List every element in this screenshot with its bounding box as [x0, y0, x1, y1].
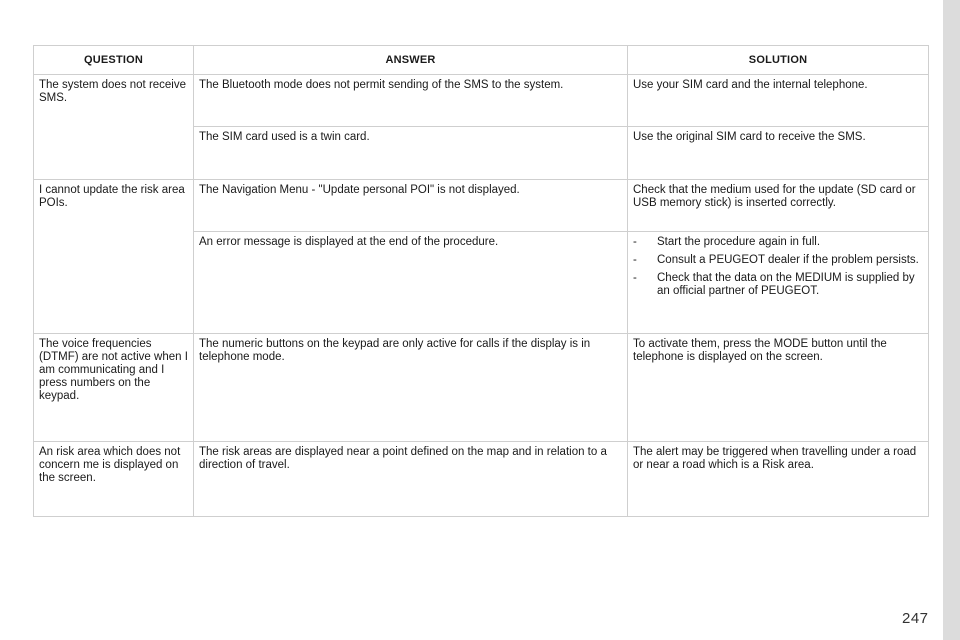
- solution-list-item: - Start the procedure again in full.: [633, 236, 923, 249]
- side-margin-strip: [943, 0, 960, 640]
- table-row: [34, 180, 929, 232]
- answer-cell: The Navigation Menu - "Update personal POI" is not displayed.: [194, 180, 628, 232]
- solution-cell: The alert may be triggered when travelling under a road or near a road which is a Risk area.: [628, 442, 929, 517]
- question-cell: The voice frequencies (DTMF) are not active when I am communicating and I press numbers on the keypad.: [34, 334, 194, 442]
- answer-cell: The risk areas are displayed near a point defined on the map and in relation to a direction of travel.: [194, 442, 628, 517]
- answer-cell: The SIM card used is a twin card.: [194, 127, 628, 180]
- table-row: [34, 442, 929, 517]
- solution-cell: [628, 232, 929, 334]
- header-solution: SOLUTION: [628, 46, 929, 75]
- solution-cell: Use your SIM card and the internal telephone.: [628, 75, 929, 127]
- header-question: QUESTION: [34, 46, 194, 75]
- table-header-row: [34, 46, 929, 75]
- question-cell: The system does not receive SMS.: [34, 75, 194, 180]
- solution-cell: Use the original SIM card to receive the SMS.: [628, 127, 929, 180]
- solution-cell: To activate them, press the MODE button until the telephone is displayed on the screen.: [628, 334, 929, 442]
- page-number: 247: [902, 610, 929, 627]
- answer-cell: An error message is displayed at the end of the procedure.: [194, 232, 628, 334]
- solution-cell: Check that the medium used for the update (SD card or USB memory stick) is inserted correctly.: [628, 180, 929, 232]
- answer-cell: The numeric buttons on the keypad are only active for calls if the display is in telephone mode.: [194, 334, 628, 442]
- solution-list-item: - Check that the data on the MEDIUM is supplied by an official partner of PEUGEOT.: [633, 272, 923, 298]
- question-cell: An risk area which does not concern me is displayed on the screen.: [34, 442, 194, 517]
- troubleshooting-table: [33, 45, 929, 517]
- header-answer: ANSWER: [194, 46, 628, 75]
- question-cell: I cannot update the risk area POIs.: [34, 180, 194, 334]
- solution-list: [633, 236, 923, 298]
- answer-cell: The Bluetooth mode does not permit sending of the SMS to the system.: [194, 75, 628, 127]
- table-row: [34, 334, 929, 442]
- table-row: [34, 75, 929, 127]
- solution-list-item: - Consult a PEUGEOT dealer if the problem persists.: [633, 254, 923, 267]
